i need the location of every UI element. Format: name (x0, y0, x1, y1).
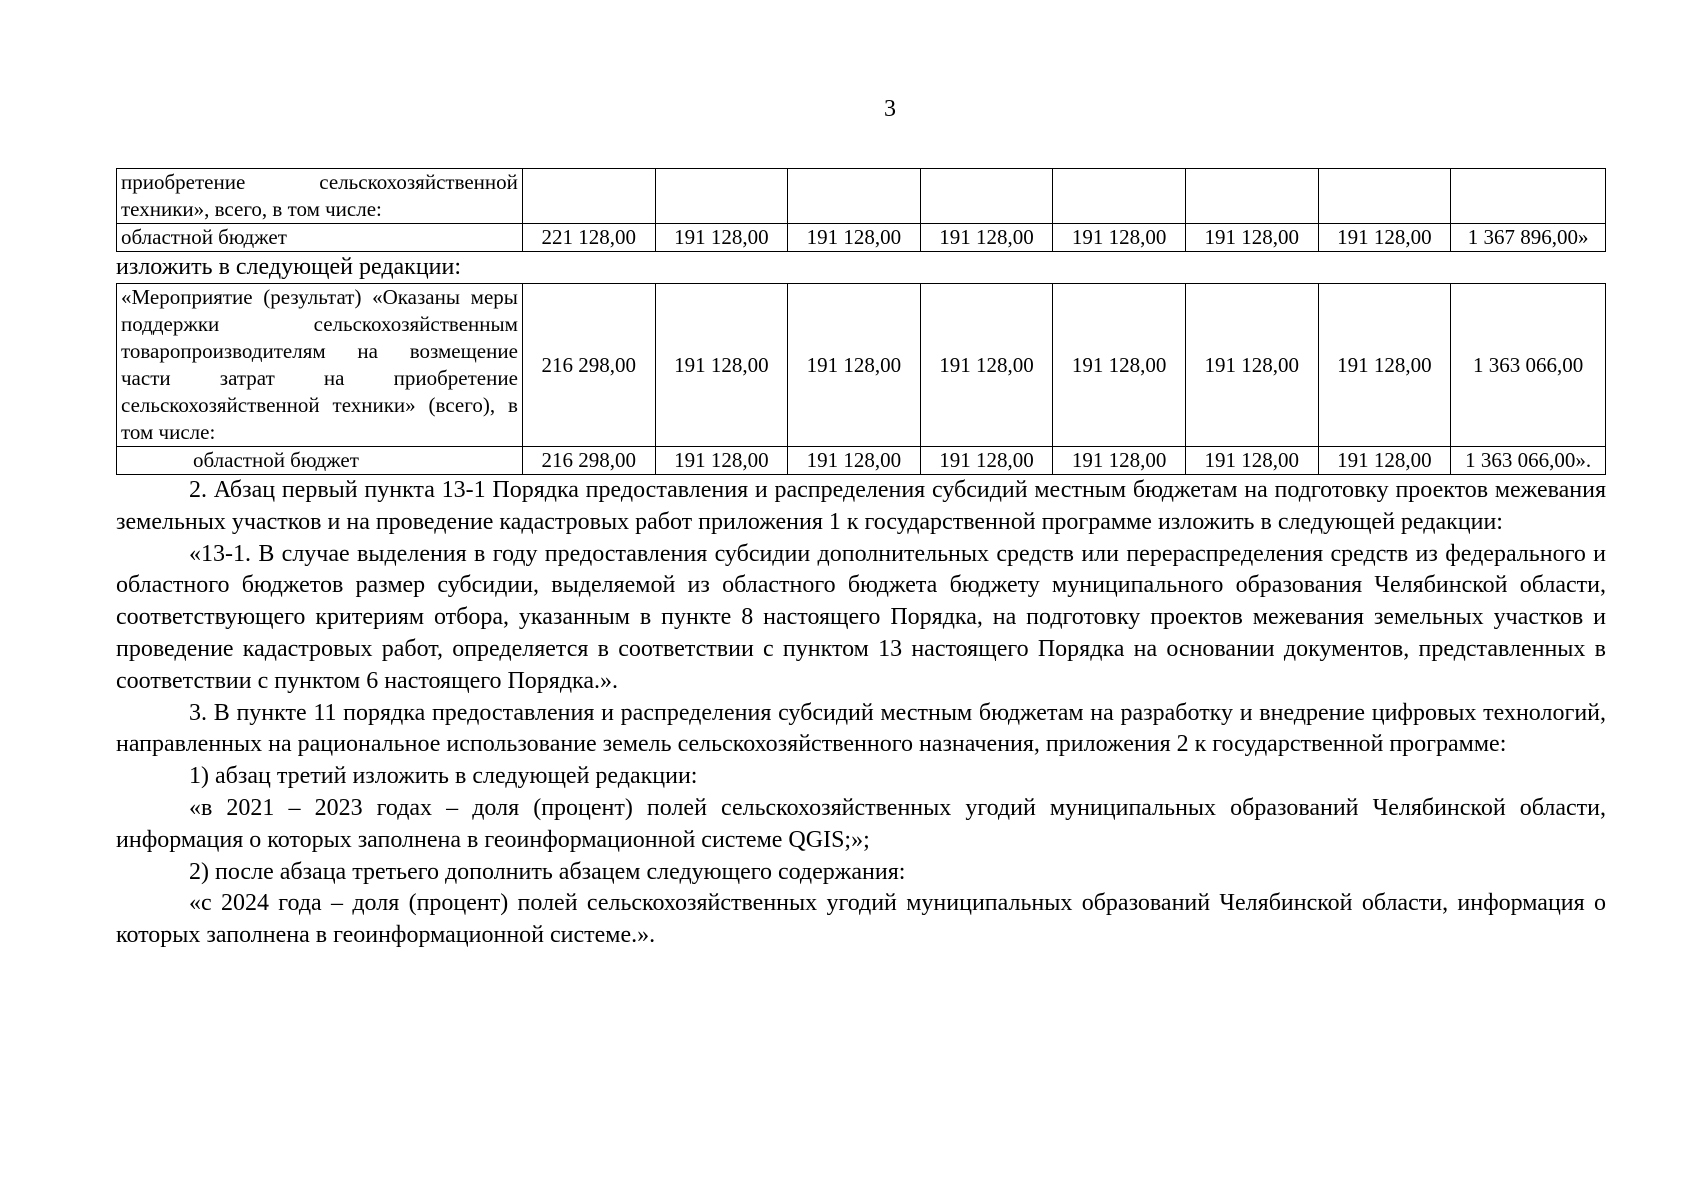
intro-text: изложить в следующей редакции: (116, 254, 462, 280)
table-cell (522, 169, 655, 224)
table-row (117, 284, 1606, 447)
table-cell: 1 367 896,00» (1451, 224, 1606, 252)
table-old (116, 168, 1606, 252)
table-row (117, 169, 1606, 224)
paragraph: «с 2024 года – доля (процент) полей сельскохозяйственных угодий муниципальных образований Челябинской области, информация о которых заполнена в геоинформационной системе.». (116, 890, 1606, 949)
paragraph: 2) после абзаца третьего дополнить абзацем следующего содержания: (189, 858, 906, 885)
table-new (116, 283, 1606, 475)
document-body (116, 168, 1606, 952)
table-cell: 191 128,00 (1053, 447, 1186, 475)
table-cell: 191 128,00 (655, 284, 788, 447)
table-cell (655, 169, 788, 224)
paragraph: «13-1. В случае выделения в году предоставления субсидии дополнительных средств или перераспределения средств из федерального и областного бюджетов размер субсидии, выделяемой из областного бюджета бюджету муниципального образования Челябинской области, соответствующего критериям отбора, указанным в пункте 8 настоящего Порядка, на подготовку проектов межевания земельных участков и проведение кадастровых работ, определяется в соответствии с пунктом 13 настоящего Порядка на основании документов, представленных в соответствии с пунктом 6 настоящего Порядка.». (116, 540, 1606, 694)
page-number: 3 (884, 96, 896, 122)
table-row (117, 447, 1606, 475)
paragraph: 1) абзац третий изложить в следующей редакции: (189, 763, 698, 790)
row-label: «Мероприятие (результат) «Оказаны меры поддержки сельскохозяйственным товаропроизводителям на возмещение части затрат на приобретение сельскохозяйственной техники» (всего), в том числе: (117, 284, 523, 447)
table-cell: 191 128,00 (1185, 447, 1318, 475)
paragraph: 2. Абзац первый пункта 13-1 Порядка предоставления и распределения субсидий местным бюджетам на подготовку проектов межевания земельных участков и на проведение кадастровых работ приложения 1 к государственной программе изложить в следующей редакции: (116, 477, 1606, 535)
table-cell: 191 128,00 (920, 224, 1053, 252)
table-cell: 191 128,00 (788, 447, 921, 475)
table-cell: 216 298,00 (522, 447, 655, 475)
table-cell: 191 128,00 (788, 224, 921, 252)
table-cell: 1 363 066,00 (1451, 284, 1606, 447)
table-row (117, 224, 1606, 252)
table-cell: 191 128,00 (1185, 224, 1318, 252)
table-cell: 191 128,00 (1185, 284, 1318, 447)
table-cell: 1 363 066,00». (1451, 447, 1606, 475)
table-cell: 191 128,00 (655, 224, 788, 252)
table-cell: 191 128,00 (655, 447, 788, 475)
row-label: приобретение сельскохозяйственной техники», всего, в том числе: (117, 169, 523, 224)
table-cell: 191 128,00 (920, 447, 1053, 475)
row-label: областной бюджет (117, 224, 523, 252)
table-cell (788, 169, 921, 224)
table-cell: 221 128,00 (522, 224, 655, 252)
table-cell: 216 298,00 (522, 284, 655, 447)
table-cell: 191 128,00 (1318, 224, 1451, 252)
table-cell (1185, 169, 1318, 224)
table-cell: 191 128,00 (1318, 284, 1451, 447)
table-cell (920, 169, 1053, 224)
table-cell: 191 128,00 (1053, 284, 1186, 447)
table-cell: 191 128,00 (920, 284, 1053, 447)
table-cell (1318, 169, 1451, 224)
paragraph: «в 2021 – 2023 годах – доля (процент) полей сельскохозяйственных угодий муниципальных образований Челябинской области, информация о которых заполнена в геоинформационной системе QGIS;»; (116, 794, 1606, 853)
row-label: областной бюджет (117, 447, 523, 475)
paragraph: 3. В пункте 11 порядка предоставления и распределения субсидий местным бюджетам на разработку и внедрение цифровых технологий, направленных на рациональное использование земель сельскохозяйственного назначения, приложения 2 к государственной программе: (116, 699, 1606, 758)
table-cell (1053, 169, 1186, 224)
table-cell: 191 128,00 (788, 284, 921, 447)
table-cell (1451, 169, 1606, 224)
table-cell: 191 128,00 (1053, 224, 1186, 252)
table-cell: 191 128,00 (1318, 447, 1451, 475)
